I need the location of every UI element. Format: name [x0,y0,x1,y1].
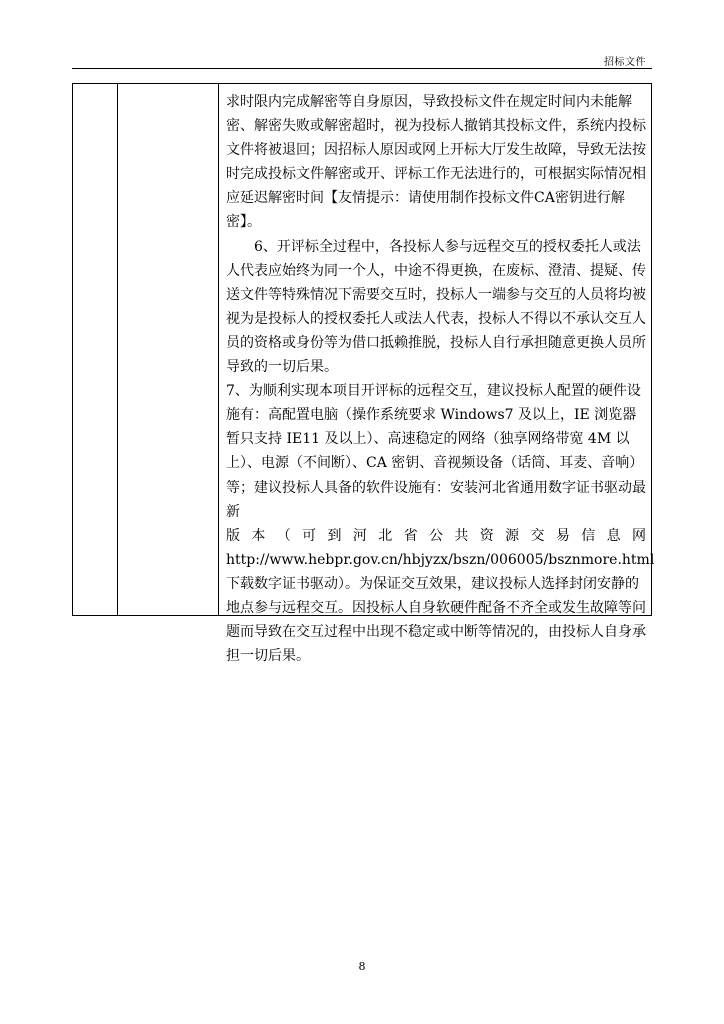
table-cell-content [226,90,655,668]
paragraph-rule-6: 6、开评标全过程中，各投标人参与远程交互的授权委托人或法人代表应始终为同一个人，中途不得更换，在废标、澄清、提疑、传送文件等特殊情况下需要交互时，投标人一端参与交互的人员将均被视为是投标人的授权委托人或法人代表，投标人不得以不承认交互人员的资格或身份等为借口抵赖推脱，投标人自行承担随意更换人员所导致的一切后果。 [226,238,646,376]
page-number: 8 [358,960,366,973]
rule-7-text-part2: http://www.hebpr.gov.cn/hbjyzx/bszn/006005/bsznmore.html 下载数字证书驱动）。为保证交互效果，建议投标人选择封闭安静的地点参与远程交互。因投标人自身软硬件配备不齐全或发生故障等问题而导致在交互过程中出现不稳定或中断等情况的，由投标人自身承担一切后果。 [226,551,655,665]
rule-7-text-part1: 7、为顺利实现本项目开评标的远程交互，建议投标人配置的硬件设施有：高配置电脑（操作系统要求 Windows7 及以上，IE 浏览器暂只支持 IE11 及以上）、高速稳定的网络（独享网络带宽 4M 以上）、电源（不间断）、CA 密钥、音视频设备（话筒、耳麦、音响）等；建议投标人具备的软件设施有：安装河北省通用数字证书驱动最新 [226,383,646,520]
header-title: 招标文件 [604,57,646,68]
rule-7-spaced-line: 版 本 （ 可 到 河 北 省 公 共 资 源 交 易 信 息 网 [226,527,646,544]
column-divider-2 [218,84,219,615]
content-table [72,83,655,665]
paragraph-rule-7 [226,379,646,524]
header-rule [72,68,652,69]
column-divider-1 [117,84,118,615]
paragraph-decryption: 求时限内完成解密等自身原因，导致投标文件在规定时间内未能解密、解密失败或解密超时，视为投标人撤销其投标文件，系统内投标文件将被退回；因招标人原因或网上开标大厅发生故障，导致无法按时完成投标文件解密或开、评标工作无法进行的，可根据实际情况相应延迟解密时间【友情提示：请使用制作投标文件CA密钥进行解密】。 [226,94,646,231]
